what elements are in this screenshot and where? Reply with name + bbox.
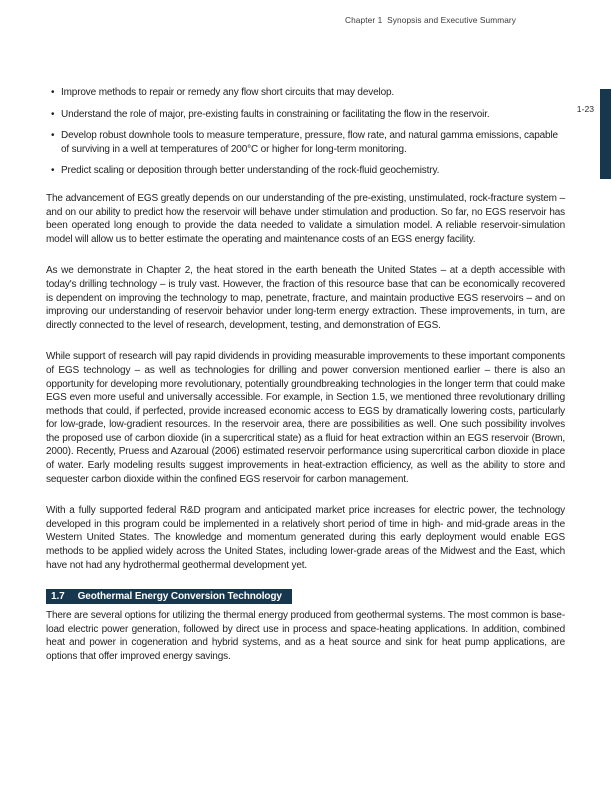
bullet-item <box>46 129 565 156</box>
bullet-icon: • <box>51 108 55 120</box>
page-edge-tab <box>600 89 611 179</box>
bullet-icon: • <box>51 130 55 142</box>
paragraph: There are several options for utilizing the thermal energy produced from geothermal systems. The most common is base-load electric power generation, followed by direct use in process and space-heating applications. In addition, combined heat and power in cogeneration and hybrid systems, and as a heat source and sink for heat pump applications, are options that offer improved energy savings. <box>46 610 565 662</box>
bullet-icon: • <box>51 87 55 98</box>
bullet-item <box>46 108 565 122</box>
bullet-text: Improve methods to repair or remedy any flow short circuits that may develop. <box>61 87 395 98</box>
bullet-icon: • <box>51 165 55 177</box>
paragraph: While support of research will pay rapid dividends in providing measurable improvements to these important components of EGS technology – as well as technologies for drilling and power conversion mentioned earlier – there is also an opportunity for developing more revolutionary, potentially groundbreaking technologies in the longer term that could make EGS even more useful and universally accessible. For example, in Section 1.5, we mentioned three revolutionary drilling methods that could, if perfected, provide increased economic access to EGS by dramatically lowering costs, particularly for low-grade, low-gradient resources. In the reservoir area, there are possibilities as well. One such possibility involves the proposed use of carbon dioxide (in a supercritical state) as a fluid for heat extraction within an EGS reservoir (Brown, 2000). Recently, Pruess and Azaroual (2006) estimated reservoir performance using supercritical carbon dioxide in place of water. Early modeling results suggest improvements in heat-extraction efficiency, as well as the ability to store and sequester carbon dioxide within the confined EGS reservoir for carbon management. <box>46 351 565 485</box>
bullet-item <box>46 164 565 178</box>
page-content <box>46 86 565 664</box>
section-title: Geothermal Energy Conversion Technology <box>77 591 282 603</box>
bullet-list <box>46 86 565 178</box>
bullet-item <box>46 86 565 100</box>
page-number: 1-23 <box>576 104 594 114</box>
bullet-text: Understand the role of major, pre-existing faults in constraining or facilitating the flow in the reservoir. <box>61 108 490 120</box>
bullet-text: Predict scaling or deposition through better understanding of the rock-fluid geochemistry. <box>61 165 440 177</box>
paragraph: The advancement of EGS greatly depends on our understanding of the pre-existing, unstimulated, rock-fracture system – and on our ability to predict how the reservoir will behave under stimulation and production. So far, no EGS reservoir has been operated long enough to provide the data needed to validate a simulation model. A reliable reservoir-simulation model will allow us to better estimate the operating and maintenance costs of an EGS energy facility. <box>46 192 565 245</box>
bullet-text: Develop robust downhole tools to measure temperature, pressure, flow rate, and natural gamma emissions, capable of surviving in a well at temperatures of 200°C or higher for long-term monitoring. <box>61 130 558 155</box>
paragraph: As we demonstrate in Chapter 2, the heat stored in the earth beneath the United States – at a depth accessible with today's drilling technology – is truly vast. However, the fraction of this resource base that can be economically recovered is dependent on improving the technology to map, penetrate, fracture, and maintain productive EGS reservoirs – and on improving our understanding of reservoir behavior under long-term energy extraction. These improvements, in turn, are directly connected to the level of research, development, testing, and demonstration of EGS. <box>46 265 565 331</box>
paragraph: With a fully supported federal R&D program and anticipated market price increases for electric power, the technology developed in this program could be implemented in a relatively short period of time in high- and mid-grade areas in the Western United States. The knowledge and momentum generated during this early deployment would enable EGS methods to be applied widely across the United States, including lower-grade areas of the Midwest and the East, which have not had any hydrothermal geothermal development yet. <box>46 505 565 571</box>
running-header: Chapter 1 Synopsis and Executive Summary <box>345 15 517 25</box>
section-heading-bar <box>46 589 292 604</box>
section-number: 1.7 <box>51 591 65 603</box>
